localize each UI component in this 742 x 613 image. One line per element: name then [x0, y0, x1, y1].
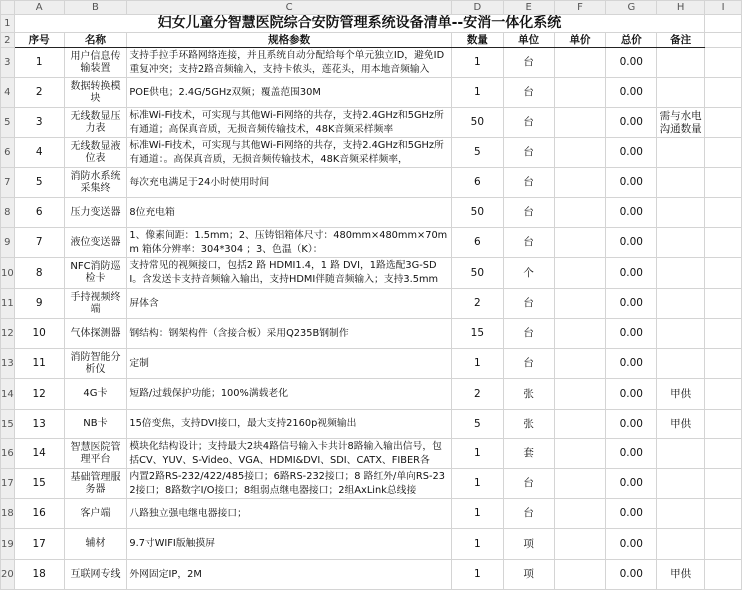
- row-number[interactable]: 3: [1, 48, 15, 78]
- cell-price[interactable]: [554, 319, 606, 349]
- column-letter[interactable]: B: [64, 1, 127, 15]
- cell-price[interactable]: [554, 499, 606, 529]
- cell-qty[interactable]: 1: [451, 78, 503, 108]
- table-row: [1, 529, 742, 560]
- cell[interactable]: [705, 78, 742, 108]
- row-number[interactable]: 19: [1, 529, 15, 560]
- cell-no[interactable]: 9: [14, 289, 64, 319]
- column-letter[interactable]: I: [705, 1, 742, 15]
- cell-no[interactable]: 13: [14, 410, 64, 439]
- cell-no[interactable]: 2: [14, 78, 64, 108]
- row-number[interactable]: 17: [1, 469, 15, 499]
- table-row: [1, 499, 742, 529]
- header-spec[interactable]: 规格参数: [127, 33, 452, 48]
- row-number[interactable]: 6: [1, 138, 15, 168]
- cell[interactable]: [705, 289, 742, 319]
- cell-unit[interactable]: 项: [503, 529, 554, 560]
- cell-name[interactable]: 无线数显压力表: [64, 108, 127, 138]
- cell[interactable]: [705, 198, 742, 228]
- header-total[interactable]: 总价: [606, 33, 657, 48]
- cell-spec[interactable]: 15倍变焦，支持DVI接口，最大支持2160p视频输出: [127, 410, 452, 439]
- header-unit[interactable]: 单位: [503, 33, 554, 48]
- cell-price[interactable]: [554, 228, 606, 258]
- cell-name[interactable]: 压力变送器: [64, 198, 127, 228]
- sheet-title[interactable]: 妇女儿童分智慧医院综合安防管理系统设备清单--安消一体化系统: [14, 15, 704, 33]
- cell-spec[interactable]: 内置2路RS-232/422/485接口；6路RS-232接口；8 路红外/单向RS-232接口；8路数字I/O接口；8组弱点继电器接口；2组AxLink总线接: [127, 469, 452, 499]
- cell-spec[interactable]: 支持常见的视频接口，包括2 路 HDMI1.4，1 路 DVI，1路选配3G-SDI。含发送卡支持音频输入输出，支持HDMI伴随音频输入；支持3.5mm: [127, 258, 452, 289]
- cell-total[interactable]: 0.00: [606, 108, 657, 138]
- cell-total[interactable]: 0.00: [606, 469, 657, 499]
- cell-name[interactable]: 智慧医院管理平台: [64, 439, 127, 469]
- cell-unit[interactable]: 套: [503, 439, 554, 469]
- row-number[interactable]: 2: [1, 33, 15, 48]
- cell-total[interactable]: 0.00: [606, 560, 657, 590]
- cell[interactable]: [705, 48, 742, 78]
- cell-unit[interactable]: 个: [503, 258, 554, 289]
- cell-qty[interactable]: 50: [451, 198, 503, 228]
- cell-spec[interactable]: 短路/过载保护功能；100%满载老化: [127, 379, 452, 410]
- cell-price[interactable]: [554, 379, 606, 410]
- cell-total[interactable]: 0.00: [606, 379, 657, 410]
- cell-name[interactable]: 消防水系统采集终: [64, 168, 127, 198]
- cell-no[interactable]: 3: [14, 108, 64, 138]
- cell-unit[interactable]: 台: [503, 198, 554, 228]
- cell-total[interactable]: 0.00: [606, 228, 657, 258]
- cell-total[interactable]: 0.00: [606, 319, 657, 349]
- cell-no[interactable]: 5: [14, 168, 64, 198]
- cell-qty[interactable]: 50: [451, 258, 503, 289]
- cell-price[interactable]: [554, 560, 606, 590]
- cell-note[interactable]: [657, 319, 705, 349]
- cell-unit[interactable]: 张: [503, 379, 554, 410]
- cell-spec[interactable]: 钢结构：钢架构件（含接合板）采用Q235B钢制作: [127, 319, 452, 349]
- cell-note[interactable]: [657, 349, 705, 379]
- cell-no[interactable]: 15: [14, 469, 64, 499]
- cell-spec[interactable]: 每次充电满足于24小时使用时间: [127, 168, 452, 198]
- cell-price[interactable]: [554, 258, 606, 289]
- cell-name[interactable]: 基础管理服务器: [64, 469, 127, 499]
- cell-note[interactable]: [657, 138, 705, 168]
- cell-unit[interactable]: 台: [503, 168, 554, 198]
- table-row: [1, 48, 742, 78]
- cell-total[interactable]: 0.00: [606, 349, 657, 379]
- cell-note[interactable]: [657, 499, 705, 529]
- title-row: [1, 15, 742, 33]
- cell-no[interactable]: 6: [14, 198, 64, 228]
- column-letter[interactable]: F: [554, 1, 606, 15]
- column-letter[interactable]: G: [606, 1, 657, 15]
- cell-unit[interactable]: 台: [503, 138, 554, 168]
- cell[interactable]: [705, 349, 742, 379]
- cell-note[interactable]: [657, 198, 705, 228]
- cell-price[interactable]: [554, 198, 606, 228]
- cell-no[interactable]: 8: [14, 258, 64, 289]
- column-letter[interactable]: E: [503, 1, 554, 15]
- cell-qty[interactable]: 1: [451, 439, 503, 469]
- cell-price[interactable]: [554, 410, 606, 439]
- table-row: [1, 108, 742, 138]
- column-letter[interactable]: C: [127, 1, 452, 15]
- table-row: [1, 138, 742, 168]
- table-row: [1, 228, 742, 258]
- cell-unit[interactable]: 张: [503, 410, 554, 439]
- select-all-corner[interactable]: [1, 1, 15, 15]
- cell-price[interactable]: [554, 78, 606, 108]
- table-row: [1, 439, 742, 469]
- cell-name[interactable]: 互联网专线: [64, 560, 127, 590]
- cell-note[interactable]: [657, 228, 705, 258]
- cell-name[interactable]: 无线数显液位表: [64, 138, 127, 168]
- cell-no[interactable]: 1: [14, 48, 64, 78]
- cell-qty[interactable]: 5: [451, 410, 503, 439]
- cell-total[interactable]: 0.00: [606, 529, 657, 560]
- row-number[interactable]: 9: [1, 228, 15, 258]
- cell-name[interactable]: 辅材: [64, 529, 127, 560]
- header-qty[interactable]: 数量: [451, 33, 503, 48]
- cell-qty[interactable]: 1: [451, 560, 503, 590]
- row-number[interactable]: 12: [1, 319, 15, 349]
- cell-total[interactable]: 0.00: [606, 168, 657, 198]
- cell-unit[interactable]: 台: [503, 78, 554, 108]
- column-header-row: [1, 1, 742, 15]
- table-row: [1, 319, 742, 349]
- table-row: [1, 198, 742, 228]
- cell-spec[interactable]: 1、像素间距：1.5mm；2、压铸铝箱体尺寸：480mm×480mm×70mm 箱体分辨率：304*304 ；3、色温（K）：: [127, 228, 452, 258]
- cell[interactable]: [705, 439, 742, 469]
- cell-no[interactable]: 16: [14, 499, 64, 529]
- cell-total[interactable]: 0.00: [606, 48, 657, 78]
- cell-name[interactable]: 数据转换模块: [64, 78, 127, 108]
- cell-unit[interactable]: 台: [503, 499, 554, 529]
- cell[interactable]: [705, 560, 742, 590]
- row-number[interactable]: 1: [1, 15, 15, 33]
- cell-total[interactable]: 0.00: [606, 439, 657, 469]
- table-row: [1, 78, 742, 108]
- cell-spec[interactable]: 屏体含: [127, 289, 452, 319]
- cell-total[interactable]: 0.00: [606, 258, 657, 289]
- cell-name[interactable]: NFC消防巡检卡: [64, 258, 127, 289]
- table-row: [1, 168, 742, 198]
- cell-qty[interactable]: 1: [451, 349, 503, 379]
- cell[interactable]: [705, 138, 742, 168]
- row-number[interactable]: 16: [1, 439, 15, 469]
- cell-name[interactable]: 客户端: [64, 499, 127, 529]
- cell-qty[interactable]: 1: [451, 499, 503, 529]
- header-note[interactable]: 备注: [657, 33, 705, 48]
- table-row: [1, 349, 742, 379]
- cell-note[interactable]: [657, 258, 705, 289]
- cell-note[interactable]: 甲供: [657, 560, 705, 590]
- cell[interactable]: [705, 168, 742, 198]
- row-number[interactable]: 15: [1, 410, 15, 439]
- cell-price[interactable]: [554, 289, 606, 319]
- table-row: [1, 258, 742, 289]
- cell-unit[interactable]: 台: [503, 319, 554, 349]
- cell[interactable]: [705, 410, 742, 439]
- cell-no[interactable]: 14: [14, 439, 64, 469]
- cell[interactable]: [705, 499, 742, 529]
- row-number[interactable]: 10: [1, 258, 15, 289]
- cell-unit[interactable]: 台: [503, 48, 554, 78]
- row-number[interactable]: 8: [1, 198, 15, 228]
- cell-price[interactable]: [554, 349, 606, 379]
- cell-note[interactable]: [657, 469, 705, 499]
- header-no[interactable]: 序号: [14, 33, 64, 48]
- header-row: [1, 33, 742, 48]
- cell-name[interactable]: 手持视频终端: [64, 289, 127, 319]
- cell-name[interactable]: 气体探测器: [64, 319, 127, 349]
- cell-note[interactable]: 甲供: [657, 410, 705, 439]
- cell-qty[interactable]: 2: [451, 289, 503, 319]
- cell-qty[interactable]: 5: [451, 138, 503, 168]
- cell-unit[interactable]: 台: [503, 228, 554, 258]
- row-number[interactable]: 14: [1, 379, 15, 410]
- header-price[interactable]: 单价: [554, 33, 606, 48]
- cell-name[interactable]: 用户信息传输装置: [64, 48, 127, 78]
- cell-total[interactable]: 0.00: [606, 138, 657, 168]
- cell-note[interactable]: 需与水电沟通数量: [657, 108, 705, 138]
- cell-spec[interactable]: 外网固定IP，2M: [127, 560, 452, 590]
- cell-no[interactable]: 12: [14, 379, 64, 410]
- row-number[interactable]: 18: [1, 499, 15, 529]
- cell-unit[interactable]: 台: [503, 289, 554, 319]
- cell-total[interactable]: 0.00: [606, 499, 657, 529]
- cell[interactable]: [705, 379, 742, 410]
- row-number[interactable]: 5: [1, 108, 15, 138]
- column-letter[interactable]: D: [451, 1, 503, 15]
- row-number[interactable]: 7: [1, 168, 15, 198]
- cell-total[interactable]: 0.00: [606, 78, 657, 108]
- cell-no[interactable]: 4: [14, 138, 64, 168]
- cell-no[interactable]: 11: [14, 349, 64, 379]
- table-row: [1, 410, 742, 439]
- cell[interactable]: [705, 108, 742, 138]
- column-letter[interactable]: A: [14, 1, 64, 15]
- cell[interactable]: [705, 15, 742, 33]
- cell-spec[interactable]: 八路独立强电继电器接口；: [127, 499, 452, 529]
- table-row: [1, 469, 742, 499]
- cell-qty[interactable]: 1: [451, 48, 503, 78]
- cell-note[interactable]: [657, 168, 705, 198]
- cell-spec[interactable]: 定制: [127, 349, 452, 379]
- cell[interactable]: [705, 469, 742, 499]
- cell-price[interactable]: [554, 469, 606, 499]
- cell-no[interactable]: 10: [14, 319, 64, 349]
- cell-qty[interactable]: 1: [451, 529, 503, 560]
- cell-name[interactable]: NB卡: [64, 410, 127, 439]
- cell-spec[interactable]: 8位充电箱: [127, 198, 452, 228]
- row-number[interactable]: 4: [1, 78, 15, 108]
- cell-note[interactable]: [657, 289, 705, 319]
- cell-qty[interactable]: 50: [451, 108, 503, 138]
- cell-note[interactable]: [657, 78, 705, 108]
- cell-spec[interactable]: 支持手拉手环路网络连接，并且系统自动分配给每个单元独立ID，避免ID重复冲突；支持2路音频输入，支持卡侬头，莲花头，用本地音频输入: [127, 48, 452, 78]
- cell[interactable]: [705, 258, 742, 289]
- cell[interactable]: [705, 319, 742, 349]
- cell-qty[interactable]: 15: [451, 319, 503, 349]
- cell-qty[interactable]: 6: [451, 168, 503, 198]
- row-number[interactable]: 11: [1, 289, 15, 319]
- cell-total[interactable]: 0.00: [606, 289, 657, 319]
- cell-spec[interactable]: 标准Wi-Fi技术，可实现与其他Wi-Fi网络的共存，支持2.4GHz和5GHz所有通道：。高保真音质，无损音频传输技术，48K音频采样频率，: [127, 138, 452, 168]
- cell-note[interactable]: [657, 48, 705, 78]
- cell-note[interactable]: [657, 529, 705, 560]
- cell-qty[interactable]: 2: [451, 379, 503, 410]
- cell-price[interactable]: [554, 138, 606, 168]
- cell-unit[interactable]: 台: [503, 469, 554, 499]
- cell-spec[interactable]: 标准Wi-Fi技术，可实现与其他Wi-Fi网络的共存，支持2.4GHz和5GHz所有通道；高保真音质，无损音频传输技术，48K音频采样频率: [127, 108, 452, 138]
- cell[interactable]: [705, 228, 742, 258]
- row-number[interactable]: 13: [1, 349, 15, 379]
- cell-spec[interactable]: POE供电；2.4G/5GHz双频；覆盖范围30M: [127, 78, 452, 108]
- cell-price[interactable]: [554, 529, 606, 560]
- cell-unit[interactable]: 台: [503, 349, 554, 379]
- cell-spec[interactable]: 模块化结构设计；支持最大2块4路信号输入卡共计8路输入输出信号，包括CV、YUV、S-Video、VGA、HDMI&DVI、SDI、CATX、FIBER各: [127, 439, 452, 469]
- column-letter[interactable]: H: [657, 1, 705, 15]
- cell-unit[interactable]: 台: [503, 108, 554, 138]
- cell-name[interactable]: 消防智能分析仪: [64, 349, 127, 379]
- cell-no[interactable]: 18: [14, 560, 64, 590]
- cell[interactable]: [705, 33, 742, 48]
- cell-note[interactable]: 甲供: [657, 379, 705, 410]
- cell-note[interactable]: [657, 439, 705, 469]
- cell-name[interactable]: 液位变送器: [64, 228, 127, 258]
- cell-unit[interactable]: 项: [503, 560, 554, 590]
- cell-total[interactable]: 0.00: [606, 198, 657, 228]
- cell-price[interactable]: [554, 439, 606, 469]
- cell-qty[interactable]: 6: [451, 228, 503, 258]
- table-row: [1, 379, 742, 410]
- cell-qty[interactable]: 1: [451, 469, 503, 499]
- cell-no[interactable]: 17: [14, 529, 64, 560]
- cell-spec[interactable]: 9.7寸WIFI版触摸屏: [127, 529, 452, 560]
- header-name[interactable]: 名称: [64, 33, 127, 48]
- row-number[interactable]: 20: [1, 560, 15, 590]
- table-row: [1, 289, 742, 319]
- cell[interactable]: [705, 529, 742, 560]
- cell-name[interactable]: 4G卡: [64, 379, 127, 410]
- cell-total[interactable]: 0.00: [606, 410, 657, 439]
- cell-price[interactable]: [554, 168, 606, 198]
- table-row: [1, 560, 742, 590]
- cell-price[interactable]: [554, 48, 606, 78]
- cell-no[interactable]: 7: [14, 228, 64, 258]
- cell-price[interactable]: [554, 108, 606, 138]
